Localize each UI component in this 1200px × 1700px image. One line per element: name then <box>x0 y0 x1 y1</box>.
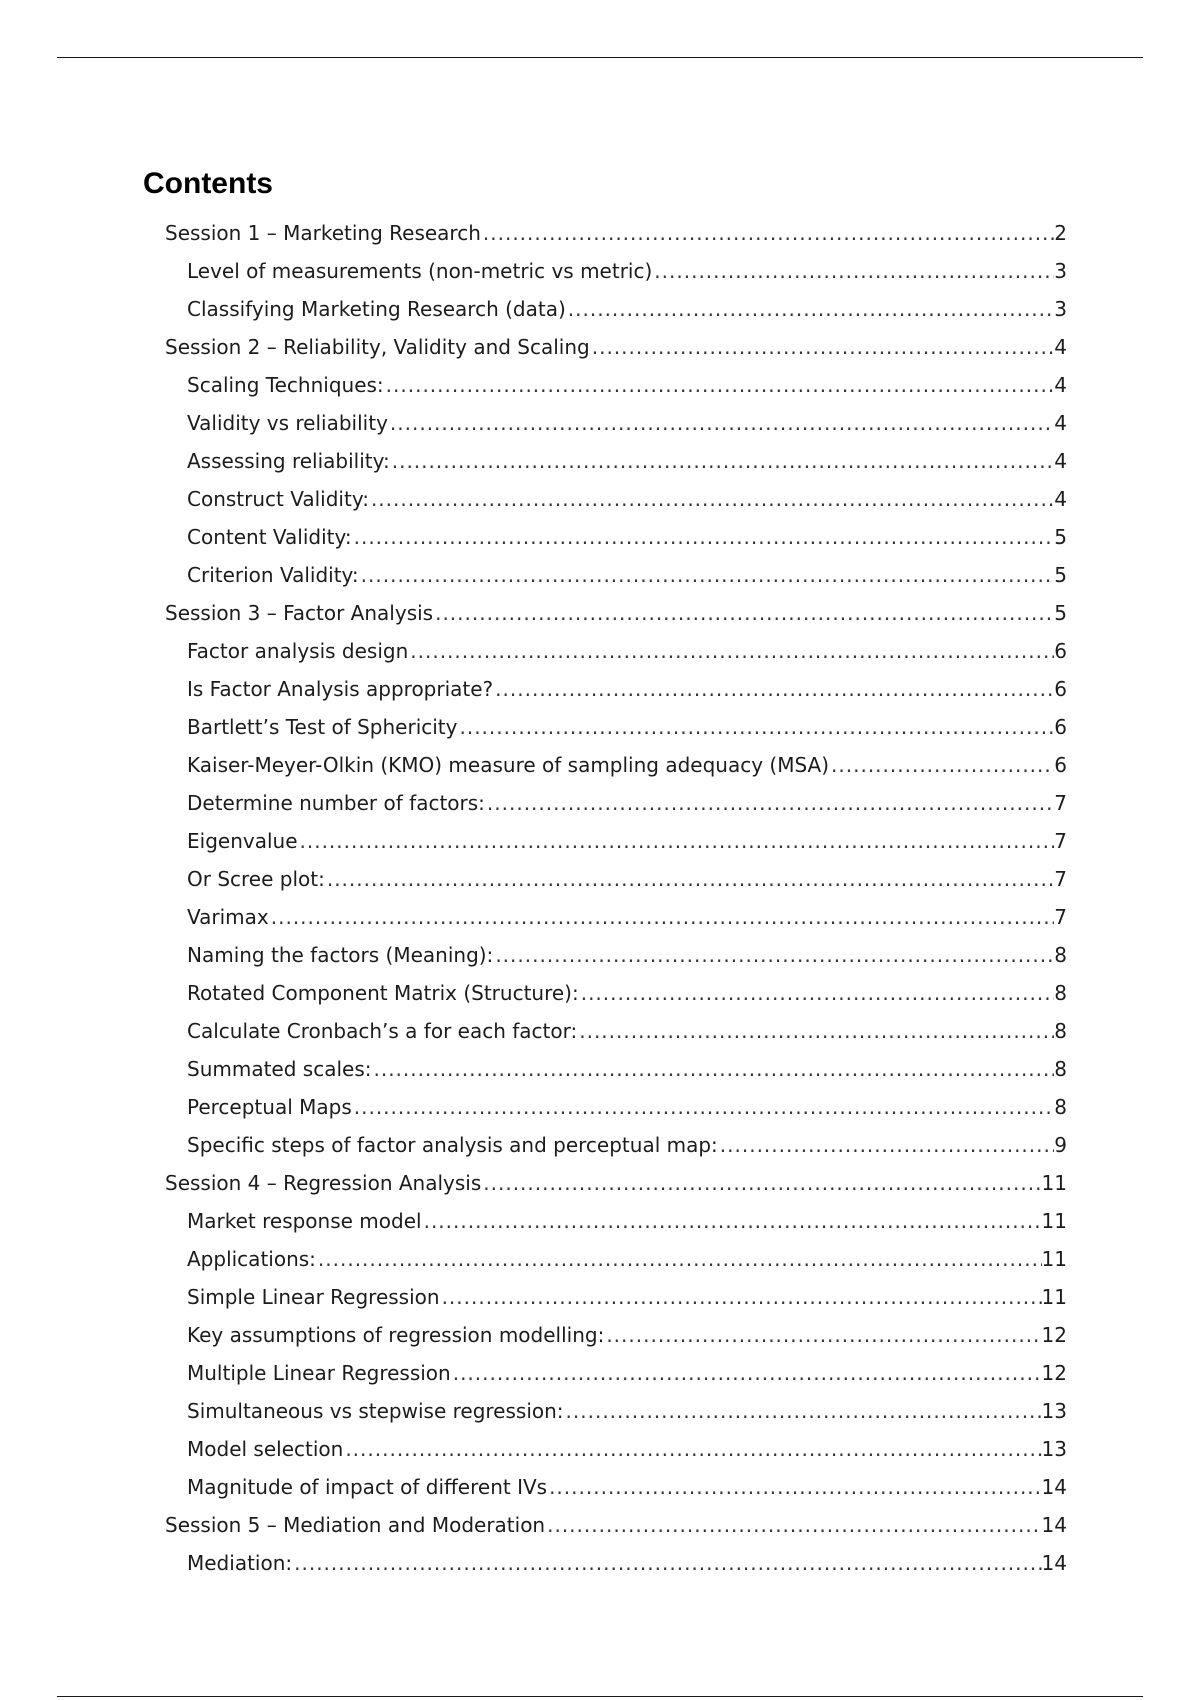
toc-page-number: 7 <box>1054 867 1067 891</box>
dot-leader <box>269 905 1055 929</box>
toc-subsection-link[interactable] <box>187 822 1067 860</box>
toc-page-number: 4 <box>1054 335 1067 359</box>
toc-entry-title: Summated scales: <box>187 1057 372 1081</box>
toc-entry-title: Varimax <box>187 905 269 929</box>
toc-entry-title: Magnitude of impact of different IVs <box>187 1475 548 1499</box>
toc-page-number: 11 <box>1041 1247 1067 1271</box>
toc-subsection-link[interactable] <box>187 518 1067 556</box>
dot-leader <box>604 1323 1041 1347</box>
toc-page-number: 9 <box>1054 1133 1067 1157</box>
dot-leader <box>325 867 1054 891</box>
toc-section-link[interactable] <box>165 1164 1067 1202</box>
toc-page-number: 8 <box>1054 1095 1067 1119</box>
dot-leader <box>718 1133 1054 1157</box>
dot-leader <box>493 677 1054 701</box>
toc-subsection-link[interactable] <box>187 1240 1067 1278</box>
toc-subsection-link[interactable] <box>187 974 1067 1012</box>
dot-leader <box>481 1171 1041 1195</box>
toc-subsection-link[interactable] <box>187 556 1067 594</box>
dot-leader <box>579 981 1055 1005</box>
toc-entry-title: Key assumptions of regression modelling: <box>187 1323 605 1347</box>
toc-entry-title: Session 3 – Factor Analysis <box>165 601 434 625</box>
toc-subsection-link[interactable] <box>187 1430 1067 1468</box>
toc-entry-title: Eigenvalue <box>187 829 298 853</box>
toc-page-number: 11 <box>1041 1285 1067 1309</box>
toc-entry-title: Simultaneous vs stepwise regression: <box>187 1399 564 1423</box>
toc-page-number: 6 <box>1054 677 1067 701</box>
toc-entry-title: Naming the factors (Meaning): <box>187 943 494 967</box>
toc-page-number: 7 <box>1054 829 1067 853</box>
dot-leader <box>384 373 1055 397</box>
toc-subsection-link[interactable] <box>187 632 1067 670</box>
toc-page-number: 12 <box>1041 1323 1067 1347</box>
dot-leader <box>408 639 1054 663</box>
toc-subsection-link[interactable] <box>187 670 1067 708</box>
toc-subsection-link[interactable] <box>187 1468 1067 1506</box>
dot-leader <box>388 411 1054 435</box>
toc-section-link[interactable] <box>165 1506 1067 1544</box>
toc-page-number: 2 <box>1054 221 1067 245</box>
toc-page-number: 4 <box>1054 487 1067 511</box>
toc-entry-title: Assessing reliability: <box>187 449 390 473</box>
toc-section-link[interactable] <box>165 214 1067 252</box>
toc-entry-title: Session 4 – Regression Analysis <box>165 1171 482 1195</box>
toc-entry-title: Criterion Validity: <box>187 563 359 587</box>
toc-page-number: 5 <box>1054 563 1067 587</box>
toc-subsection-link[interactable] <box>187 746 1067 784</box>
toc-entry-title: Applications: <box>187 1247 316 1271</box>
toc-page-number: 11 <box>1041 1209 1067 1233</box>
header-rule <box>57 57 1143 58</box>
dot-leader <box>359 563 1055 587</box>
dot-leader <box>493 943 1054 967</box>
toc-section-link[interactable] <box>165 328 1067 366</box>
dot-leader <box>652 259 1054 283</box>
toc-page-number: 4 <box>1054 411 1067 435</box>
toc-page-number: 4 <box>1054 373 1067 397</box>
toc-entry-title: Model selection <box>187 1437 344 1461</box>
toc-subsection-link[interactable] <box>187 1012 1067 1050</box>
toc-subsection-link[interactable] <box>187 898 1067 936</box>
toc-entry-title: Scaling Techniques: <box>187 373 384 397</box>
toc-subsection-link[interactable] <box>187 1316 1067 1354</box>
dot-leader <box>545 1513 1041 1537</box>
dot-leader <box>481 221 1054 245</box>
toc-subsection-link[interactable] <box>187 480 1067 518</box>
toc-entry-title: Bartlett’s Test of Sphericity <box>187 715 458 739</box>
toc-page-number: 7 <box>1054 791 1067 815</box>
toc-page-number: 5 <box>1054 601 1067 625</box>
toc-subsection-link[interactable] <box>187 290 1067 328</box>
toc-page-number: 7 <box>1054 905 1067 929</box>
footer-rule <box>57 1696 1143 1697</box>
dot-leader <box>422 1209 1042 1233</box>
dot-leader <box>564 1399 1042 1423</box>
toc-title: Contents <box>143 167 273 200</box>
dot-leader <box>371 1057 1054 1081</box>
toc-subsection-link[interactable] <box>187 708 1067 746</box>
dot-leader <box>352 1095 1055 1119</box>
toc-page-number: 11 <box>1041 1171 1067 1195</box>
toc-entry-title: Specific steps of factor analysis and perceptual map: <box>187 1133 718 1157</box>
toc-subsection-link[interactable] <box>187 1544 1067 1582</box>
dot-leader <box>577 1019 1054 1043</box>
toc-entry-title: Session 5 – Mediation and Moderation <box>165 1513 546 1537</box>
toc-page-number: 14 <box>1041 1513 1067 1537</box>
toc-entry-title: Construct Validity: <box>187 487 369 511</box>
toc-page-number: 14 <box>1041 1551 1067 1575</box>
toc-entry-title: Session 1 – Marketing Research <box>165 221 481 245</box>
toc-subsection-link[interactable] <box>187 860 1067 898</box>
toc-page-number: 5 <box>1054 525 1067 549</box>
toc-subsection-link[interactable] <box>187 1392 1067 1430</box>
toc-page-number: 8 <box>1054 1019 1067 1043</box>
toc-subsection-link[interactable] <box>187 404 1067 442</box>
toc-entry-title: Content Validity: <box>187 525 352 549</box>
toc-page-number: 14 <box>1041 1475 1067 1499</box>
dot-leader <box>451 1361 1042 1385</box>
toc-entry-title: Or Scree plot: <box>187 867 325 891</box>
toc-entry-title: Rotated Component Matrix (Structure): <box>187 981 579 1005</box>
toc-page-number: 8 <box>1054 1057 1067 1081</box>
dot-leader <box>566 297 1054 321</box>
toc-entry-title: Level of measurements (non-metric vs metric) <box>187 259 653 283</box>
dot-leader <box>298 829 1055 853</box>
dot-leader <box>547 1475 1041 1499</box>
toc-subsection-link[interactable] <box>187 1088 1067 1126</box>
toc-page-number: 6 <box>1054 639 1067 663</box>
toc-page-number: 12 <box>1041 1361 1067 1385</box>
toc-subsection-link[interactable] <box>187 1354 1067 1392</box>
dot-leader <box>433 601 1054 625</box>
toc-subsection-link[interactable] <box>187 252 1067 290</box>
dot-leader <box>292 1551 1041 1575</box>
toc-entry-title: Session 2 – Reliability, Validity and Scaling <box>165 335 590 359</box>
toc-entry-title: Perceptual Maps <box>187 1095 352 1119</box>
toc-entry-title: Market response model <box>187 1209 422 1233</box>
toc-subsection-link[interactable] <box>187 1126 1067 1164</box>
toc-subsection-link[interactable] <box>187 1202 1067 1240</box>
dot-leader <box>485 791 1054 815</box>
toc-entry-title: Validity vs reliability <box>187 411 388 435</box>
toc-page-number: 8 <box>1054 981 1067 1005</box>
toc-entry-title: Determine number of factors: <box>187 791 485 815</box>
toc-page-number: 6 <box>1054 753 1067 777</box>
toc-entry-title: Factor analysis design <box>187 639 409 663</box>
toc-page-number: 8 <box>1054 943 1067 967</box>
toc-entry-title: Calculate Cronbach’s a for each factor: <box>187 1019 578 1043</box>
toc-entry-title: Is Factor Analysis appropriate? <box>187 677 494 701</box>
toc-entry-title: Simple Linear Regression <box>187 1285 440 1309</box>
toc-page-number: 3 <box>1054 259 1067 283</box>
dot-leader <box>369 487 1054 511</box>
toc-subsection-link[interactable] <box>187 1050 1067 1088</box>
dot-leader <box>829 753 1054 777</box>
dot-leader <box>343 1437 1041 1461</box>
dot-leader <box>316 1247 1042 1271</box>
dot-leader <box>440 1285 1042 1309</box>
toc-page-number: 3 <box>1054 297 1067 321</box>
toc-section-link[interactable] <box>165 594 1067 632</box>
toc-page-number: 13 <box>1041 1437 1067 1461</box>
toc-subsection-link[interactable] <box>187 1278 1067 1316</box>
toc-entry-title: Mediation: <box>187 1551 293 1575</box>
dot-leader <box>590 335 1055 359</box>
toc-subsection-link[interactable] <box>187 442 1067 480</box>
toc-subsection-link[interactable] <box>187 936 1067 974</box>
toc-page-number: 6 <box>1054 715 1067 739</box>
toc-entry-title: Kaiser-Meyer-Olkin (KMO) measure of sampling adequacy (MSA) <box>187 753 830 777</box>
dot-leader <box>457 715 1054 739</box>
dot-leader <box>352 525 1055 549</box>
dot-leader <box>390 449 1055 473</box>
toc-subsection-link[interactable] <box>187 366 1067 404</box>
toc-entry-title: Classifying Marketing Research (data) <box>187 297 566 321</box>
toc-page-number: 4 <box>1054 449 1067 473</box>
table-of-contents <box>0 214 1200 1582</box>
toc-entry-title: Multiple Linear Regression <box>187 1361 451 1385</box>
toc-page-number: 13 <box>1041 1399 1067 1423</box>
toc-subsection-link[interactable] <box>187 784 1067 822</box>
